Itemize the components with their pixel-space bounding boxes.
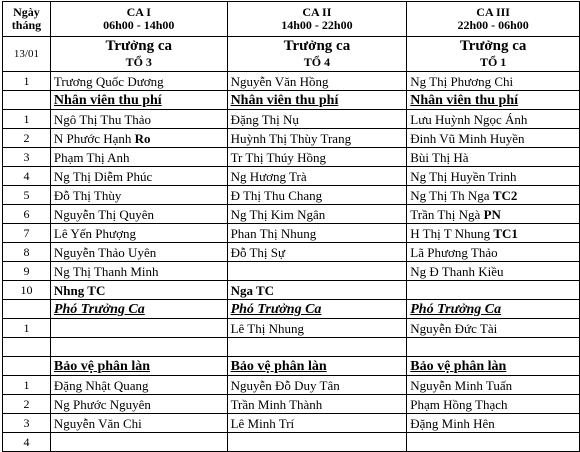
team-name: TỔ 1 bbox=[479, 55, 507, 69]
empty-cell bbox=[3, 300, 51, 319]
table-row bbox=[3, 148, 580, 167]
shift-1-cell bbox=[50, 319, 227, 338]
shift-3-cell: Bùi Thị Hà bbox=[407, 148, 580, 167]
empty-cell bbox=[3, 91, 51, 110]
spacer-row bbox=[3, 338, 580, 357]
table-row bbox=[3, 376, 580, 395]
corner-line2: tháng bbox=[11, 18, 42, 32]
shift-3-name: CA III bbox=[476, 5, 510, 19]
table-row bbox=[3, 224, 580, 243]
shift-2-cell bbox=[227, 433, 407, 452]
shift-3-cell: Nguyễn Đức Tài bbox=[407, 319, 580, 338]
shift-3-cell bbox=[407, 186, 580, 205]
row-number: 3 bbox=[3, 148, 51, 167]
empty-cell bbox=[407, 338, 580, 357]
staff-name: H Thị T Nhung bbox=[410, 225, 491, 241]
shift-1-cell bbox=[50, 129, 227, 148]
section-label: Phó Trưởng Ca bbox=[227, 300, 407, 319]
shift-1-team bbox=[50, 37, 227, 72]
shift-1-cell: Nguyễn Văn Chi bbox=[50, 414, 227, 433]
section-label: Nhân viên thu phí bbox=[407, 91, 580, 110]
shift-1-cell: Trương Quốc Dương bbox=[50, 72, 227, 91]
shift-2-cell: Đặng Thị Nụ bbox=[227, 110, 407, 129]
shift-1-time: 06h00 - 14h00 bbox=[103, 18, 175, 32]
shift-2-cell: Tr Thị Thúy Hồng bbox=[227, 148, 407, 167]
shift-schedule-table bbox=[2, 1, 580, 452]
shift-2-time: 14h00 - 22h00 bbox=[281, 18, 353, 32]
shift-2-header bbox=[227, 2, 407, 37]
team-name: TỔ 3 bbox=[125, 55, 152, 69]
team-row bbox=[3, 37, 580, 72]
tc-row bbox=[3, 281, 580, 300]
shift-2-team bbox=[227, 37, 407, 72]
table-row bbox=[3, 262, 580, 281]
shift-2-cell: Lê Minh Trí bbox=[227, 414, 407, 433]
staff-name: Trần Thị Ngà bbox=[410, 206, 481, 222]
table-row bbox=[3, 395, 580, 414]
role-tag: TC1 bbox=[493, 225, 518, 241]
section-label: Bảo vệ phân làn bbox=[227, 357, 407, 376]
section-label: Phó Trưởng Ca bbox=[50, 300, 227, 319]
staff-name: N Phước Hạnh bbox=[53, 130, 132, 146]
date-column-header bbox=[3, 2, 51, 37]
role-tag: TC2 bbox=[492, 187, 518, 203]
leader-row bbox=[3, 72, 580, 91]
role-tag: Ro bbox=[134, 130, 151, 146]
section-label: Nhân viên thu phí bbox=[50, 91, 227, 110]
role-tag: PN bbox=[483, 206, 501, 222]
corner-line1: Ngày bbox=[13, 5, 40, 19]
empty-cell bbox=[50, 338, 227, 357]
row-number: 3 bbox=[3, 414, 51, 433]
shift-3-cell: Ng Thị Phương Chi bbox=[407, 72, 580, 91]
shift-2-cell: Nga TC bbox=[227, 281, 407, 300]
shift-1-name: CA I bbox=[126, 5, 151, 19]
shift-2-cell: Huỳnh Thị Thùy Trang bbox=[227, 129, 407, 148]
row-number: 9 bbox=[3, 262, 51, 281]
shift-3-cell bbox=[407, 281, 580, 300]
shift-2-cell: Nguyễn Đỗ Duy Tân bbox=[227, 376, 407, 395]
row-number: 10 bbox=[3, 281, 51, 300]
shift-3-cell: Ng Thị Huyền Trinh bbox=[407, 167, 580, 186]
section-label: Bảo vệ phân làn bbox=[407, 357, 580, 376]
table-row bbox=[3, 319, 580, 338]
leader-label: Trưởng ca bbox=[459, 38, 527, 54]
shift-3-cell: Lã Phương Thảo bbox=[407, 243, 580, 262]
shift-2-name: CA II bbox=[302, 5, 332, 19]
leader-label: Trưởng ca bbox=[283, 38, 351, 54]
shift-2-cell: Lê Thị Nhung bbox=[227, 319, 407, 338]
empty-cell bbox=[227, 338, 407, 357]
deputy-section-header bbox=[3, 300, 580, 319]
section-label: Bảo vệ phân làn bbox=[50, 357, 227, 376]
shift-2-cell: Ng Hương Trà bbox=[227, 167, 407, 186]
shift-2-cell: Đỗ Thị Sự bbox=[227, 243, 407, 262]
shift-1-cell: Nhng TC bbox=[50, 281, 227, 300]
date-cell: 13/01 bbox=[3, 37, 51, 72]
guard-section-header bbox=[3, 357, 580, 376]
shift-3-cell bbox=[407, 433, 580, 452]
shift-3-header bbox=[407, 2, 580, 37]
table-row bbox=[3, 205, 580, 224]
shift-2-cell: Nguyễn Văn Hồng bbox=[227, 72, 407, 91]
empty-cell bbox=[3, 357, 51, 376]
leader-label: Trưởng ca bbox=[105, 38, 173, 54]
shift-3-cell: Phạm Hồng Thạch bbox=[407, 395, 580, 414]
row-number: 5 bbox=[3, 186, 51, 205]
shift-2-cell: Phan Thị Nhung bbox=[227, 224, 407, 243]
shift-3-team bbox=[407, 37, 580, 72]
section-label: Nhân viên thu phí bbox=[227, 91, 407, 110]
shift-3-time: 22h00 - 06h00 bbox=[457, 18, 529, 32]
shift-1-cell: Ng Thị Diễm Phúc bbox=[50, 167, 227, 186]
row-number: 7 bbox=[3, 224, 51, 243]
table-row bbox=[3, 110, 580, 129]
table-row bbox=[3, 414, 580, 433]
shift-1-cell: Nguyễn Thị Quyên bbox=[50, 205, 227, 224]
row-number: 1 bbox=[3, 376, 51, 395]
row-number: 4 bbox=[3, 433, 51, 452]
empty-cell bbox=[3, 338, 51, 357]
row-number: 1 bbox=[3, 319, 51, 338]
shift-1-cell: Phạm Thị Anh bbox=[50, 148, 227, 167]
section-label: Phó Trưởng Ca bbox=[407, 300, 580, 319]
row-number: 1 bbox=[3, 72, 51, 91]
row-number: 2 bbox=[3, 395, 51, 414]
shift-1-cell: Lê Yến Phượng bbox=[50, 224, 227, 243]
shift-1-cell: Đặng Nhật Quang bbox=[50, 376, 227, 395]
staff-name: Ng Thị Th Nga bbox=[410, 187, 490, 203]
shift-3-cell bbox=[407, 224, 580, 243]
shift-2-cell: Ng Thị Kim Ngân bbox=[227, 205, 407, 224]
table-row bbox=[3, 186, 580, 205]
shift-1-cell: Đỗ Thị Thùy bbox=[50, 186, 227, 205]
header-row bbox=[3, 2, 580, 37]
shift-2-cell: Trần Minh Thành bbox=[227, 395, 407, 414]
shift-1-header bbox=[50, 2, 227, 37]
shift-3-cell: Ng Đ Thanh Kiều bbox=[407, 262, 580, 281]
shift-1-cell bbox=[50, 433, 227, 452]
shift-1-cell: Ng Thị Thanh Minh bbox=[50, 262, 227, 281]
table-row bbox=[3, 433, 580, 452]
shift-1-cell: Ngô Thị Thu Thảo bbox=[50, 110, 227, 129]
row-number: 6 bbox=[3, 205, 51, 224]
row-number: 8 bbox=[3, 243, 51, 262]
row-number: 4 bbox=[3, 167, 51, 186]
shift-3-cell: Đinh Vũ Minh Huyền bbox=[407, 129, 580, 148]
table-row bbox=[3, 243, 580, 262]
row-number: 1 bbox=[3, 110, 51, 129]
shift-2-cell bbox=[227, 262, 407, 281]
table-row bbox=[3, 167, 580, 186]
shift-1-cell: Ng Phước Nguyên bbox=[50, 395, 227, 414]
row-number: 2 bbox=[3, 129, 51, 148]
shift-3-cell bbox=[407, 205, 580, 224]
shift-1-cell: Nguyễn Thảo Uyên bbox=[50, 243, 227, 262]
fee-section-header bbox=[3, 91, 580, 110]
shift-2-cell: Đ Thị Thu Chang bbox=[227, 186, 407, 205]
shift-3-cell: Nguyễn Minh Tuấn bbox=[407, 376, 580, 395]
team-name: TỔ 4 bbox=[303, 55, 331, 69]
table-row bbox=[3, 129, 580, 148]
shift-3-cell: Lưu Huỳnh Ngọc Ánh bbox=[407, 110, 580, 129]
shift-3-cell: Đặng Minh Hên bbox=[407, 414, 580, 433]
